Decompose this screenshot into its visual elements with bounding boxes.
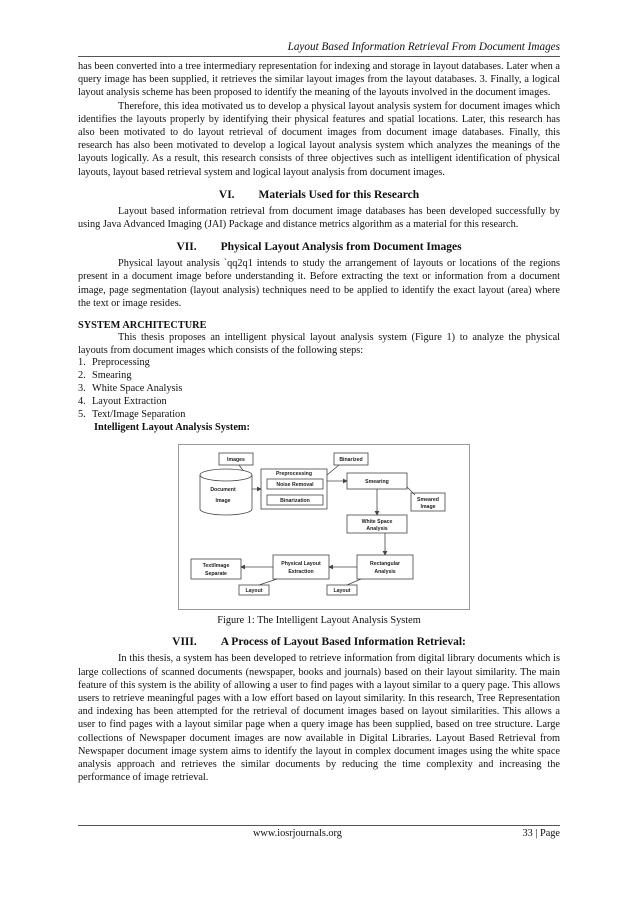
section-6-number: VI. [218,188,235,201]
page-body [78,40,560,784]
section-7-number: VII. [176,241,197,254]
label-layout-2: Layout [333,588,351,595]
section-6-title: Materials Used for this Research [258,188,420,201]
running-header: Layout Based Information Retrieval From Document Images [287,41,560,53]
section-7-heading [78,241,560,253]
label-white-space-analysis: Analysis [366,526,388,533]
label-noise-removal: Noise Removal [276,482,314,489]
step-label: Smearing [92,370,132,382]
section-7-title: Physical Layout Analysis from Document Images [220,241,462,254]
header-rule [78,56,560,57]
label-binarized: Binarized [339,457,363,464]
section-8-number: VIII. [172,636,197,649]
list-item [78,370,560,383]
step-label: Layout Extraction [92,395,167,407]
label-preprocessing: Preprocessing [275,471,313,478]
step-label: White Space Analysis [92,383,183,395]
section-6-paragraph: Layout based information retrieval from document image databases has been developed successfully by using Java Advanced Imaging (JAI) Package and distance metrics algorithm as a material for this research. [78,205,560,231]
footer-rule [78,825,560,826]
rectangular-analysis-box [357,555,413,579]
diagram-svg [179,445,469,609]
figure-caption: Figure 1: The Intelligent Layout Analysis System [217,615,421,627]
label-text-image: Text/Image [202,563,230,570]
list-item [78,357,560,370]
label-images: Images [227,457,245,464]
step-label: Text/Image Separation [92,408,186,420]
step-label: Preprocessing [92,357,150,369]
section-8-title: A Process of Layout Based Information Retrieval: [220,636,466,649]
step-number: 1. [78,357,86,369]
intro-paragraph-2: Therefore, this idea motivated us to develop a physical layout analysis system for document images which identifies the layouts properly by identifying their physical features and spatial locations. Later, this research has also been motivated to do layout retrieval of document images from document image databases. Finally, this research has also been motivated to develop a logical layout analysis system which analyzes the meanings of the layouts logically. As a result, this research consists of three objectives such as intelligent identification of physical layouts, layout based retrieval system and logical layout analysis from document images. [78,100,560,178]
section-7-paragraph: Physical layout analysis `qq2q1 intends to study the arrangement of layouts or locations of the regions present in a document image before understanding it. Before extracting the text or information from a document image, page segmentation (layout analysis) techniques need to be applied to identify the exact layout (area) where the text or image resides. [78,258,560,309]
step-number: 2. [78,370,86,382]
label-rectangular: Rectangular [370,561,400,568]
label-physical-layout: Physical Layout [281,561,321,568]
label-white-space: White Space [361,519,393,526]
label-smeared: Smeared [417,497,439,504]
steps-list [78,357,560,421]
section-8-heading [78,636,560,648]
step-number: 4. [78,395,86,407]
system-architecture-heading: SYSTEM ARCHITECTURE [78,320,207,332]
system-subheading: Intelligent Layout Analysis System: [94,422,250,434]
step-number: 5. [78,408,86,420]
section-8-paragraph: In this thesis, a system has been developed to retrieve information from digital library documents which is large collections of scanned documents (newspaper, books and journals) based on their layout similarity. The main feature of this system is the ability of allowing a user to find pages with a layout similar to a query page. This allows users to retrieve meaningful pages with a low effort based on layout similarity. In this research, Tree Representation and indexing has been attempted for the retrieval of document images based on layout similarities. This allows a user to find pages with a layout similar page when a query image has been supplied, based on tree structure. Large collections of Newspaper document images are now available in Digital Libraries. Layout Based Retrieval from Newspaper document image system aims to identify the layout in complex document images using the white space analysis approach and retrieves the similar documents by reducing the time complexity and increasing the performance of image retrieval. [78,653,560,784]
label-extraction: Extraction [288,569,314,576]
label-smeared-image: Image [420,504,436,511]
label-document: Document [210,487,236,494]
label-smearing: Smearing [365,479,389,486]
step-number: 3. [78,383,86,395]
intro-paragraph-1: has been converted into a tree intermediary representation for indexing and storage in layout databases. Later when a query image has been supplied, it retrieves the similar layout images from the layout databases. 3. Finally, a logical layout analysis scheme has been proposed to identify the meaning of the layouts involved in the document images. [78,61,560,99]
footer-url[interactable]: www.iosrjournals.org [253,828,342,839]
page-footer [78,825,560,842]
database-icon [200,469,252,481]
label-rectangular-analysis: Analysis [374,569,396,576]
label-separate: Separate [205,571,227,578]
page-number: 33 | Page [522,828,560,839]
section-6-heading [78,189,560,201]
figure-1-diagram [178,444,470,610]
list-item [78,383,560,396]
physical-layout-extraction-box [273,555,329,579]
system-paragraph: This thesis proposes an intelligent physical layout analysis system (Figure 1) to analyze the physical layouts from document images which consists of the following steps: [78,332,560,357]
list-item [78,409,560,422]
label-image: Image [215,498,231,505]
label-layout-1: Layout [245,588,263,595]
label-binarization: Binarization [280,498,310,505]
list-item [78,396,560,409]
